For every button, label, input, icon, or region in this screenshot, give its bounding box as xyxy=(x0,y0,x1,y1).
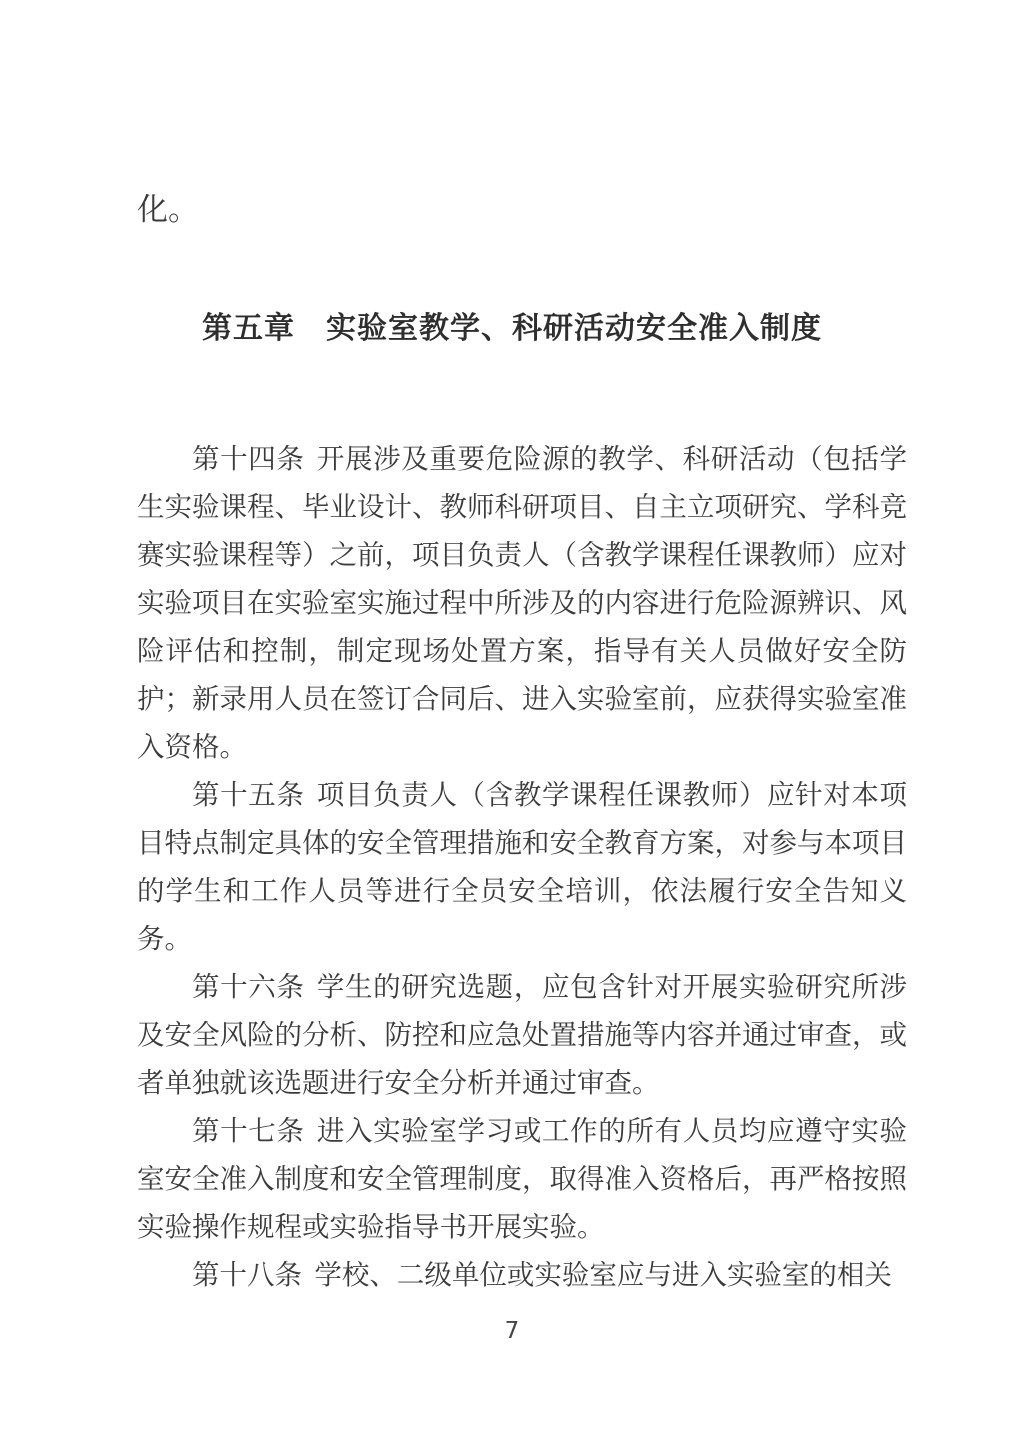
article-16-term: 第十六条 xyxy=(192,971,305,1003)
article-18-text: 学校、二级单位或实验室应与进入实验室的相关 xyxy=(314,1259,892,1291)
chapter-heading: 第五章 实验室教学、科研活动安全准入制度 xyxy=(202,311,822,346)
page-number: 7 xyxy=(504,1318,520,1344)
article-paragraph-15 xyxy=(137,771,907,963)
article-14-term: 第十四条 xyxy=(192,443,305,475)
article-paragraph-18 xyxy=(137,1251,907,1299)
article-18-term: 第十八条 xyxy=(192,1259,302,1291)
article-16-text: 学生的研究选题，应包含针对开展实验研究所涉及安全风险的分析、防控和应急处置措施等内容并通过审查，或者单独就该选题进行安全分析并通过审查。 xyxy=(137,971,908,1099)
document-body xyxy=(137,435,907,1299)
continuation-text: 化。 xyxy=(137,192,199,228)
article-paragraph-16 xyxy=(137,963,907,1107)
article-paragraph-14 xyxy=(137,435,907,771)
article-15-text: 项目负责人（含教学课程任课教师）应针对本项目特点制定具体的安全管理措施和安全教育方案，对参与本项目的学生和工作人员等进行全员安全培训，依法履行安全告知义务。 xyxy=(137,779,908,955)
article-17-term: 第十七条 xyxy=(192,1115,305,1147)
article-15-term: 第十五条 xyxy=(192,779,305,811)
article-paragraph-17 xyxy=(137,1107,907,1251)
article-14-text: 开展涉及重要危险源的教学、科研活动（包括学生实验课程、毕业设计、教师科研项目、自主立项研究、学科竞赛实验课程等）之前，项目负责人（含教学课程任课教师）应对实验项目在实验室实施过程中所涉及的内容进行危险源辨识、风险评估和控制，制定现场处置方案，指导有关人员做好安全防护；新录用人员在签订合同后、进入实验室前，应获得实验室准入资格。 xyxy=(137,443,908,763)
article-17-text: 进入实验室学习或工作的所有人员均应遵守实验室安全准入制度和安全管理制度，取得准入资格后，再严格按照实验操作规程或实验指导书开展实验。 xyxy=(137,1115,908,1243)
